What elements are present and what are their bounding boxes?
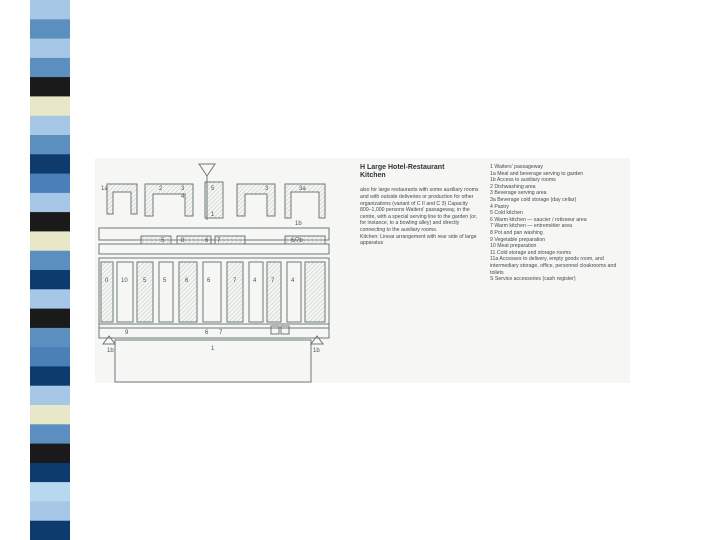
legend-list: [490, 164, 630, 283]
plan-top-room-3: [237, 184, 275, 216]
plan-label: 3: [181, 186, 185, 192]
scanned-figure: [95, 158, 630, 383]
legend-item: 8 Pot and pan washing: [490, 229, 543, 236]
plan-label: 3a: [299, 186, 306, 192]
plan-label: 9: [125, 330, 129, 336]
legend-item: 1a Meal and beverage serving to garden: [490, 170, 584, 177]
stripe-segment: [30, 521, 70, 540]
legend-item: 1b Access to auxiliary rooms: [490, 177, 556, 184]
plan-top-room-left: [107, 184, 137, 214]
caption-title-line: H Large Hotel-Restaurant: [360, 164, 445, 171]
plan-label: 7: [217, 238, 221, 244]
legend-item: 4 Pastry: [490, 203, 510, 210]
plan-label: 6: [185, 278, 189, 284]
plan-top-room-2: [145, 184, 193, 216]
plan-label: 6/7b: [291, 238, 303, 244]
stripe-segment: [30, 386, 70, 406]
legend-item: 11 Cold storage and storage rooms: [490, 249, 571, 256]
plan-label: 1: [211, 346, 215, 352]
plan-label: 4: [291, 278, 295, 284]
plan-label: 7: [219, 330, 223, 336]
legend-item: 11a Accesses to delivery, empty goods room, and intermediary storage, office, personnel cloakrooms and toilets: [490, 256, 617, 276]
stripe-segment: [30, 96, 70, 116]
stripe-segment: [30, 0, 70, 20]
stripe-segment: [30, 366, 70, 386]
legend-item: 5 Cold kitchen: [490, 210, 523, 217]
stripe-segment: [30, 58, 70, 78]
plan-label: 7: [233, 278, 237, 284]
plan-passage-arrow: [199, 164, 215, 176]
plan-label: 10: [121, 278, 128, 284]
caption-kitchen-text: Kitchen: Linear arrangement with rear side of large apparatus: [360, 233, 477, 247]
plan-mid-band-lower: [99, 244, 329, 254]
stripe-segment: [30, 501, 70, 521]
legend-item: 2 Dishwashing area: [490, 183, 536, 190]
legend-item: 3 Beverage serving area: [490, 190, 547, 197]
caption-paragraph: also for large restaurants with some auxiliary rooms and with outside deliveries or production for other organizations (variant of C II and C 3) Capacity 800–1,000 persons Waiters' passageway, in the centre, with a special serving line to the garden (or, for instance, to a bowling alley) and directly connecting to the auxiliary rooms.: [360, 187, 479, 233]
legend-item: 9 Vegetable preparation: [490, 236, 546, 243]
stripe-segment: [30, 309, 70, 329]
plan-label: 5: [161, 238, 165, 244]
plan-label: 5: [211, 186, 215, 192]
stripe-segment: [30, 347, 70, 367]
legend-item: 6 Warm kitchen — saucier / rotisseur area: [490, 216, 587, 223]
stripe-segment: [30, 424, 70, 444]
stripe-segment: [30, 482, 70, 502]
stripe-segment: [30, 19, 70, 39]
plan-label: 3: [265, 186, 269, 192]
stripe-segment: [30, 116, 70, 136]
plan-label: 6: [207, 278, 211, 284]
stripe-segment: [30, 135, 70, 155]
stripe-segment: [30, 444, 70, 464]
plan-label: 4: [253, 278, 257, 284]
plan-label: 1b: [107, 348, 114, 354]
caption-title: [360, 164, 480, 180]
legend-item: 3a Beverage cold storage (day cellar): [490, 196, 577, 203]
plan-label: 8: [181, 238, 185, 244]
plan-label: 1: [211, 212, 215, 218]
stripe-segment: [30, 77, 70, 97]
plan-label: 5: [143, 278, 147, 284]
plan-label: 5: [163, 278, 167, 284]
stripe-segment: [30, 193, 70, 213]
legend-item: 10 Meat preparation: [490, 243, 537, 250]
kitchen-floor-plan: [95, 158, 345, 383]
plan-label: 1b: [295, 221, 302, 227]
plan-label: 4: [181, 194, 185, 200]
stripe-segment: [30, 270, 70, 290]
stripe-segment: [30, 174, 70, 194]
plan-label: 1b: [313, 348, 320, 354]
stripe-segment: [30, 154, 70, 174]
plan-label: 7: [271, 278, 275, 284]
plan-label: 0: [105, 278, 109, 284]
legend-item: 1 Waiters' passageway: [490, 164, 543, 170]
plan-mid-bar-5: [141, 236, 171, 244]
plan-label: 6: [205, 330, 209, 336]
caption-title-line: Kitchen: [360, 172, 386, 180]
stripe-segment: [30, 212, 70, 232]
plan-label: 6: [205, 238, 209, 244]
stripe-segment: [30, 328, 70, 348]
plan-label: 2: [159, 186, 163, 192]
stripe-segment: [30, 231, 70, 251]
figure-caption: [360, 164, 480, 247]
stripe-segment: [30, 39, 70, 59]
plan-bottom-strip: [99, 324, 329, 338]
stripe-segment: [30, 289, 70, 309]
stripe-segment: [30, 463, 70, 483]
plan-label: 1a: [101, 186, 108, 192]
legend-item: 7 Warm kitchen — entremétier area: [490, 223, 572, 230]
stripe-segment: [30, 405, 70, 425]
stripe-segment: [30, 251, 70, 271]
legend-item: S Service accessories (cash register): [490, 276, 576, 283]
